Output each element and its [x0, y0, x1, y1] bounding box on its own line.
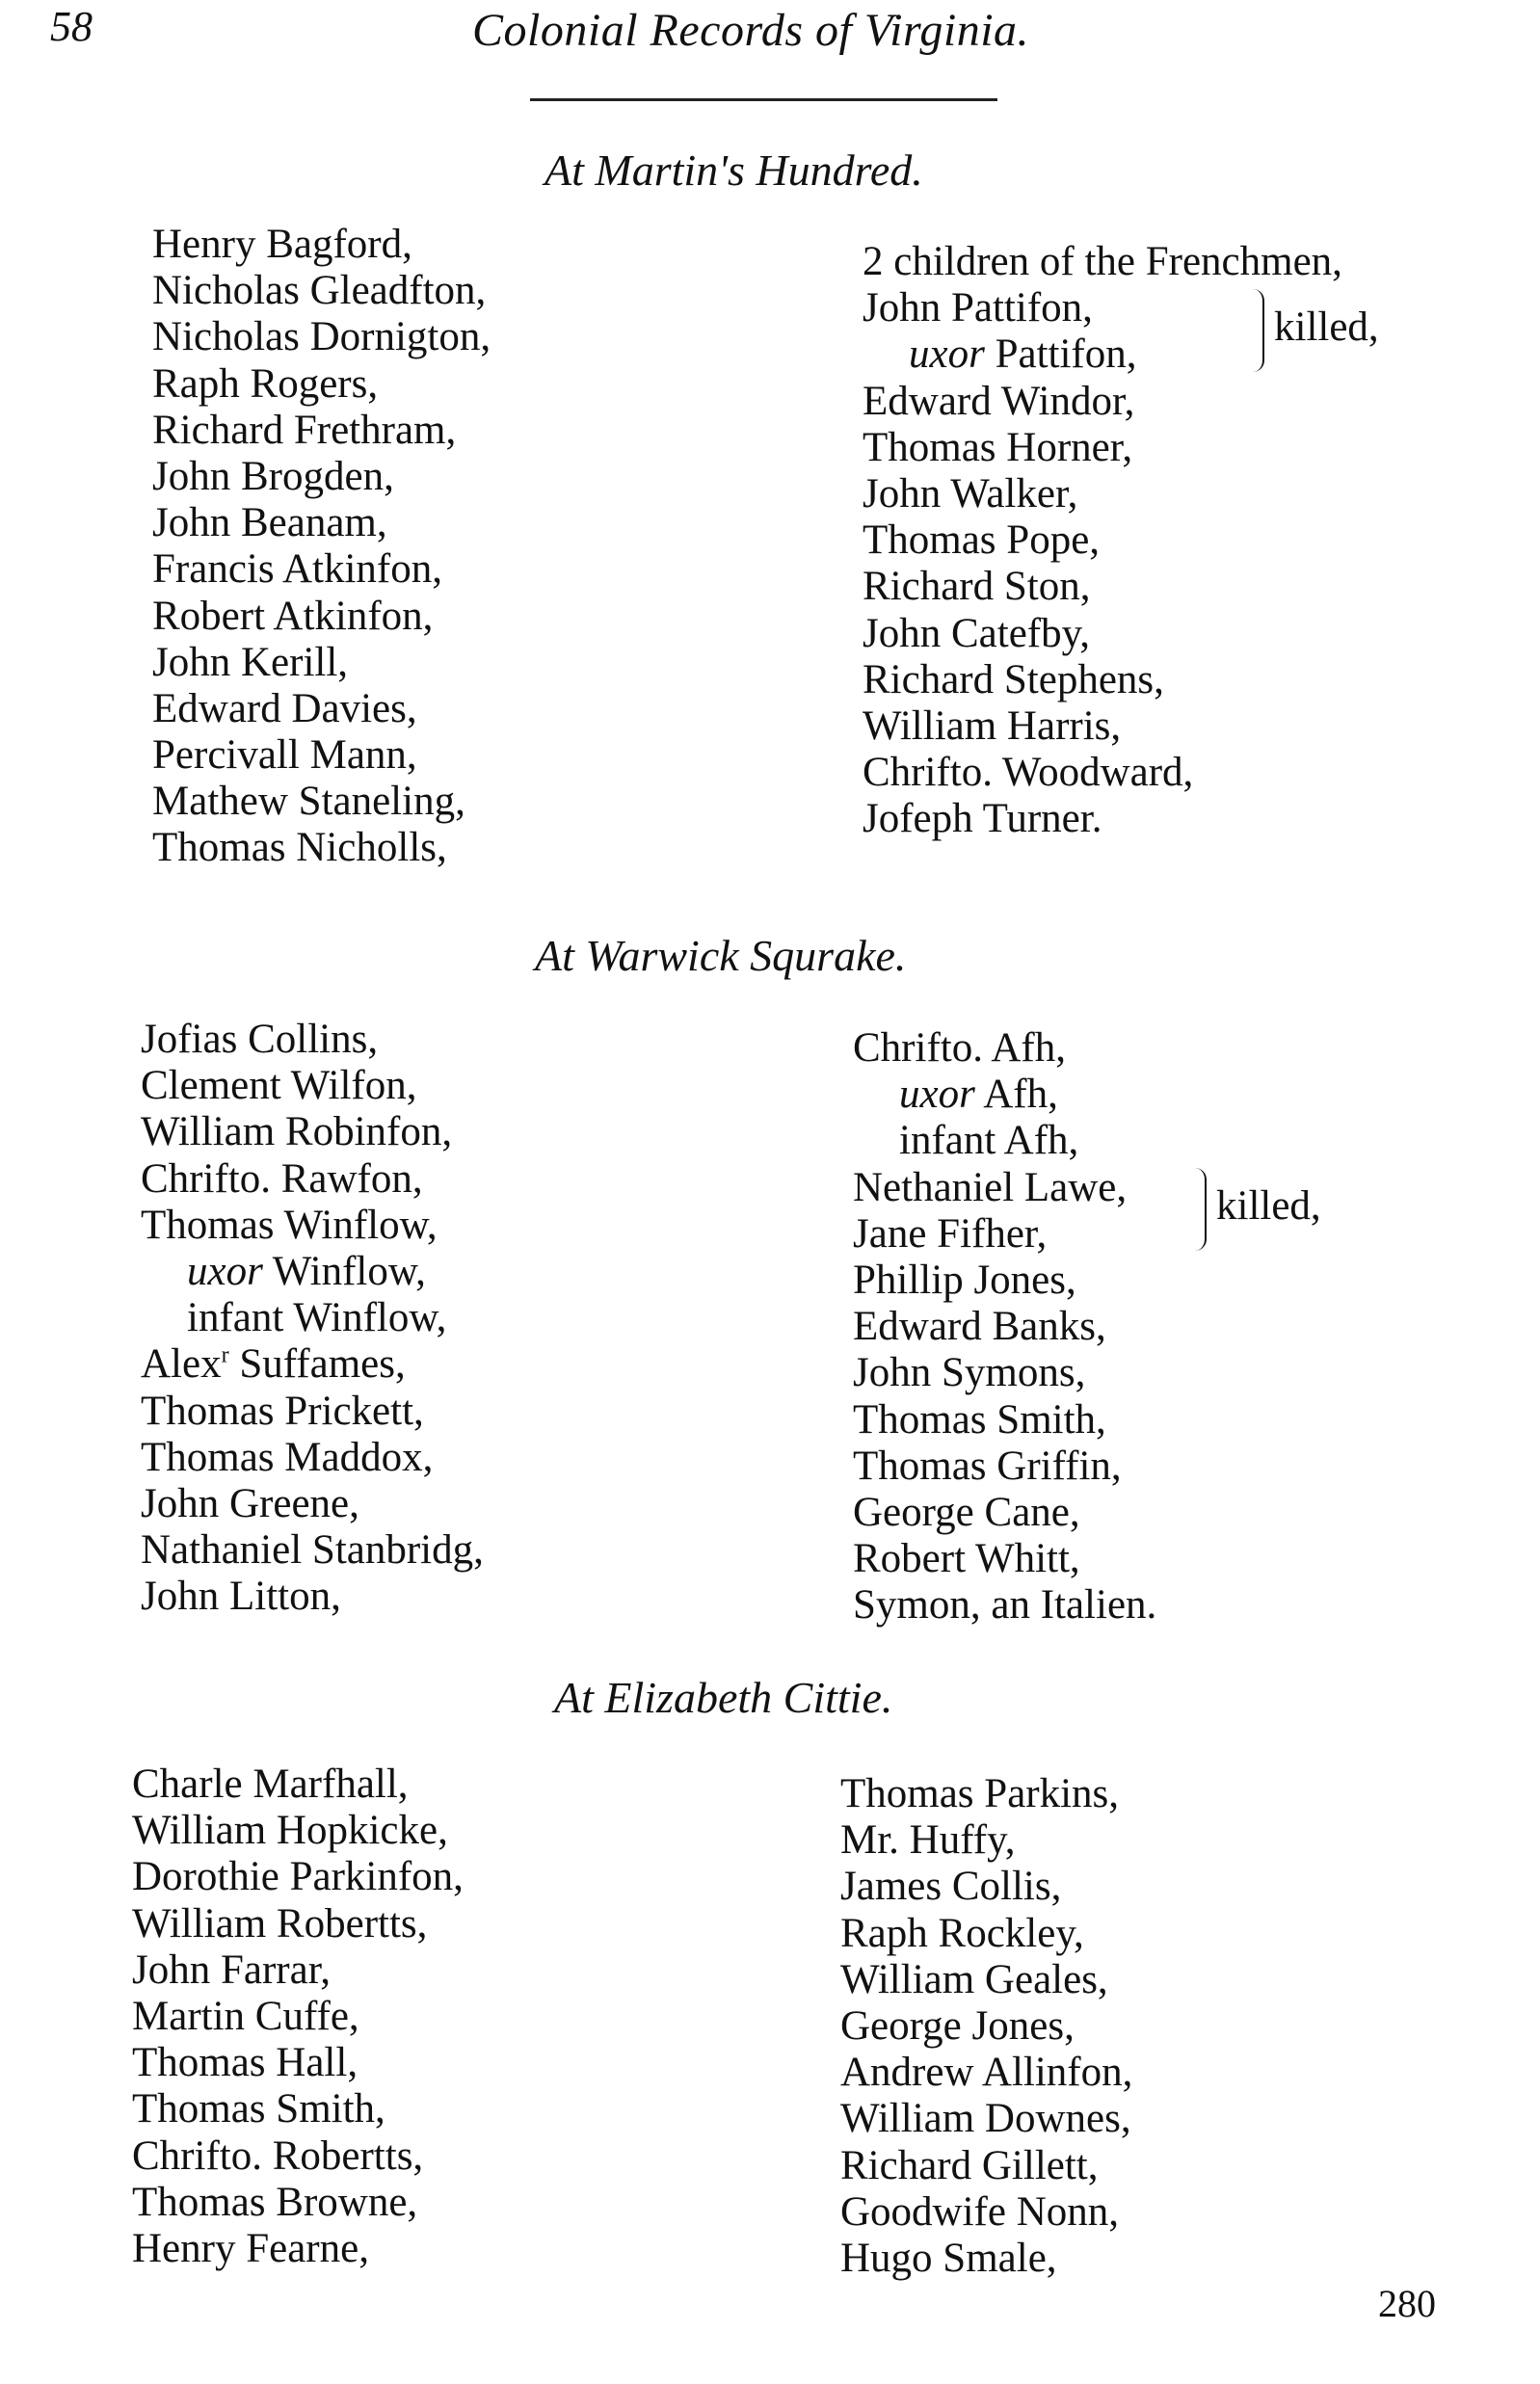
- section-title-martins-hundred: At Martin's Hundred.: [544, 146, 923, 195]
- name-entry: [141, 1249, 484, 1295]
- name-entry: Thomas Smith,: [853, 1396, 1106, 1443]
- name-entry: William Geales,: [840, 1956, 1108, 2002]
- name-entry: Thomas Winflow,: [141, 1202, 438, 1248]
- name-entry: Thomas Horner,: [863, 424, 1133, 470]
- warwick-left-column: [141, 1017, 484, 1620]
- name-entry: Hugo Smale,: [840, 2235, 1057, 2281]
- name-entry: Chrifto. Woodward,: [863, 750, 1194, 796]
- name-entry: William Downes,: [840, 2096, 1131, 2142]
- name-entry: Thomas Maddox,: [141, 1434, 434, 1480]
- name-entry: Chrifto. Rawfon,: [141, 1155, 423, 1202]
- name-entry: Edward Windor,: [863, 378, 1135, 424]
- name-suffix: Suffames,: [228, 1341, 406, 1388]
- name-entry: John Litton,: [141, 1574, 341, 1620]
- name-entry: Henry Fearne,: [132, 2225, 369, 2271]
- name-entry: Nathaniel Stanbridg,: [141, 1527, 484, 1574]
- page-header: [0, 0, 1540, 77]
- running-head: Colonial Records of Virginia.: [472, 5, 1030, 56]
- name-entry: Andrew Allinfon,: [840, 2050, 1133, 2096]
- name-entry: John Brogden,: [152, 453, 394, 499]
- elizabeth-left-column: [132, 1762, 464, 2272]
- name-entry: Raph Rogers,: [152, 360, 379, 407]
- name-entry: John Greene,: [141, 1480, 359, 1526]
- name-suffix: Afh,: [974, 1072, 1058, 1118]
- name-entry: Richard Gillett,: [840, 2142, 1099, 2188]
- name-entry: Thomas Browne,: [132, 2179, 418, 2225]
- brace-label: killed,: [1216, 1182, 1321, 1229]
- name-entry: James Collis,: [840, 1864, 1062, 1910]
- name-entry: Phillip Jones,: [853, 1257, 1076, 1303]
- header-rule: [530, 98, 997, 101]
- name-entry: Robert Atkinfon,: [152, 593, 434, 639]
- name-entry: John Walker,: [863, 470, 1078, 517]
- name-entry: Nethaniel Lawe,: [853, 1164, 1128, 1210]
- name-entry: Clement Wilfon,: [141, 1063, 417, 1109]
- name-entry: Dorothie Parkinfon,: [132, 1854, 464, 1900]
- superscript: r: [221, 1342, 229, 1368]
- name-entry: John Catefby,: [863, 610, 1091, 656]
- uxor-label: uxor: [899, 1072, 975, 1118]
- name-entry: William Harris,: [863, 702, 1122, 749]
- name-entry: Thomas Nicholls,: [152, 825, 447, 871]
- page-number: 58: [50, 3, 93, 50]
- name-entry: infant Afh,: [899, 1118, 1079, 1164]
- uxor-label: uxor: [909, 331, 985, 378]
- name-entry: Chrifto. Robertts,: [132, 2132, 424, 2179]
- name-entry: [141, 1341, 484, 1388]
- name-entry: Thomas Parkins,: [840, 1771, 1120, 1816]
- name-entry: Thomas Griffin,: [853, 1443, 1122, 1489]
- uxor-label: uxor: [187, 1248, 263, 1294]
- warwick-right-column: [853, 1025, 1156, 1629]
- martins-hundred-left-column: [152, 222, 491, 872]
- name-entry: Nicholas Dornigton,: [152, 314, 491, 360]
- name-entry: Martin Cuffe,: [132, 1993, 359, 2039]
- name-entry: John Kerill,: [152, 639, 349, 685]
- name-entry: John Beanam,: [152, 500, 387, 546]
- name-entry: John Pattifon,: [863, 285, 1093, 331]
- name-entry: Robert Whitt,: [853, 1536, 1080, 1582]
- name-entry: 2 children of the Frenchmen,: [863, 239, 1342, 284]
- name-entry: infant Winflow,: [187, 1295, 447, 1341]
- name-entry: Thomas Prickett,: [141, 1388, 424, 1434]
- name-prefix: Alex: [141, 1341, 222, 1388]
- killed-brace: [1253, 289, 1379, 372]
- name-entry: [853, 1072, 1156, 1118]
- name-suffix: Winflow,: [262, 1248, 426, 1294]
- name-entry: William Robertts,: [132, 1900, 428, 1947]
- brace-label: killed,: [1274, 304, 1379, 350]
- name-entry: Jofeph Turner.: [863, 796, 1102, 842]
- name-entry: Chrifto. Afh,: [853, 1025, 1066, 1071]
- name-entry: Mr. Huffy,: [840, 1817, 1016, 1864]
- signature-number: 280: [1378, 2282, 1436, 2325]
- name-entry: William Hopkicke,: [132, 1808, 448, 1854]
- name-entry: John Symons,: [853, 1350, 1086, 1396]
- name-entry: Francis Atkinfon,: [152, 546, 442, 593]
- name-entry: Charle Marfhall,: [132, 1762, 409, 1807]
- name-entry: Edward Banks,: [853, 1304, 1106, 1350]
- brace-icon: [1195, 1168, 1207, 1251]
- name-entry: Raph Rockley,: [840, 1910, 1084, 1956]
- name-entry: Nicholas Gleadfton,: [152, 268, 487, 314]
- name-entry: Mathew Staneling,: [152, 779, 465, 825]
- section-title-warwick-squrake: At Warwick Squrake.: [535, 931, 907, 980]
- name-entry: Symon, an Italien.: [853, 1582, 1157, 1629]
- name-entry: Richard Ston,: [863, 564, 1091, 610]
- name-entry: William Robinfon,: [141, 1109, 453, 1155]
- name-entry: George Jones,: [840, 2002, 1075, 2049]
- name-entry: Goodwife Nonn,: [840, 2188, 1120, 2235]
- name-entry: Thomas Pope,: [863, 517, 1101, 564]
- name-suffix: Pattifon,: [984, 331, 1137, 378]
- name-entry: Jofias Collins,: [141, 1017, 379, 1062]
- killed-brace: [1195, 1168, 1321, 1251]
- name-entry: Jane Fifher,: [853, 1210, 1048, 1257]
- name-entry: Edward Davies,: [152, 685, 417, 731]
- name-entry: Thomas Smith,: [132, 2086, 385, 2132]
- name-entry: Henry Bagford,: [152, 222, 412, 267]
- name-entry: John Farrar,: [132, 1947, 332, 1993]
- name-entry: Richard Frethram,: [152, 407, 457, 453]
- elizabeth-right-column: [840, 1771, 1132, 2282]
- section-title-elizabeth-cittie: At Elizabeth Cittie.: [554, 1673, 893, 1722]
- name-entry: George Cane,: [853, 1489, 1080, 1535]
- brace-icon: [1253, 289, 1264, 372]
- name-entry: Percivall Mann,: [152, 732, 417, 779]
- name-entry: Thomas Hall,: [132, 2040, 358, 2086]
- name-entry: Richard Stephens,: [863, 656, 1164, 702]
